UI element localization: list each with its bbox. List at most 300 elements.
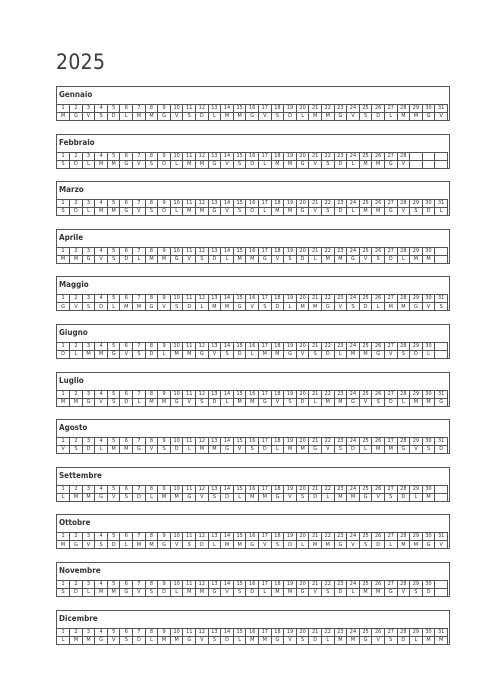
day-number: 9 [158, 247, 171, 255]
weekday-letter: S [372, 255, 385, 263]
weekday-letter: M [271, 589, 284, 597]
weekday-letter: L [145, 493, 158, 501]
weekday-letter: M [321, 113, 334, 121]
empty-cell [435, 160, 448, 168]
empty-cell [435, 343, 448, 351]
weekday-letter: L [57, 493, 70, 501]
month-name: Novembre [59, 566, 101, 575]
day-number: 17 [259, 581, 272, 589]
day-number: 14 [221, 533, 234, 541]
weekday-letter: L [208, 113, 221, 121]
weekday-letter: V [384, 351, 397, 359]
weekday-letter: G [259, 255, 272, 263]
weekday-letter: M [284, 589, 297, 597]
weekday-row [57, 160, 448, 168]
weekday-letter: L [410, 493, 423, 501]
day-number: 10 [170, 152, 183, 160]
weekday-letter: M [259, 493, 272, 501]
day-number: 16 [246, 390, 259, 398]
weekday-letter: V [82, 541, 95, 549]
day-number: 7 [133, 295, 146, 303]
day-number-row [57, 485, 448, 493]
day-number: 5 [107, 247, 120, 255]
day-number-row [57, 390, 448, 398]
day-number: 17 [259, 152, 272, 160]
day-grid [57, 580, 448, 597]
day-grid [57, 628, 448, 645]
day-number: 3 [82, 295, 95, 303]
month-block [56, 276, 450, 311]
weekday-letter: M [296, 303, 309, 311]
day-number: 13 [208, 581, 221, 589]
day-number: 25 [359, 295, 372, 303]
weekday-letter: S [334, 446, 347, 454]
weekday-letter: L [309, 398, 322, 406]
day-number: 22 [321, 390, 334, 398]
weekday-letter: S [296, 493, 309, 501]
day-number: 13 [208, 343, 221, 351]
weekday-letter: D [271, 303, 284, 311]
day-number: 30 [422, 247, 435, 255]
weekday-letter: G [208, 589, 221, 597]
day-number: 3 [82, 200, 95, 208]
day-number: 11 [183, 581, 196, 589]
weekday-letter: G [170, 255, 183, 263]
day-number: 21 [309, 438, 322, 446]
weekday-letter: V [221, 160, 234, 168]
weekday-letter: G [309, 446, 322, 454]
day-number: 29 [410, 581, 423, 589]
weekday-letter: M [246, 398, 259, 406]
day-number: 4 [95, 105, 108, 113]
day-number: 22 [321, 581, 334, 589]
day-number: 22 [321, 628, 334, 636]
day-number: 20 [296, 628, 309, 636]
weekday-letter: M [435, 636, 448, 644]
day-number: 28 [397, 390, 410, 398]
day-number: 29 [410, 485, 423, 493]
day-number: 18 [271, 152, 284, 160]
weekday-letter: D [107, 541, 120, 549]
day-number: 1 [57, 247, 70, 255]
day-number: 6 [120, 533, 133, 541]
weekday-letter: S [145, 589, 158, 597]
weekday-letter: M [271, 351, 284, 359]
day-number: 31 [435, 533, 448, 541]
day-number: 27 [384, 485, 397, 493]
day-number: 18 [271, 581, 284, 589]
weekday-letter: G [145, 303, 158, 311]
day-number: 5 [107, 105, 120, 113]
weekday-letter: V [296, 351, 309, 359]
day-number: 20 [296, 247, 309, 255]
day-number: 5 [107, 581, 120, 589]
weekday-letter: S [271, 541, 284, 549]
weekday-letter: S [372, 398, 385, 406]
weekday-letter: G [296, 208, 309, 216]
empty-cell [435, 581, 448, 589]
day-number: 14 [221, 390, 234, 398]
day-number: 18 [271, 200, 284, 208]
day-number: 24 [347, 343, 360, 351]
day-number: 1 [57, 628, 70, 636]
weekday-letter: D [221, 493, 234, 501]
weekday-letter: M [334, 255, 347, 263]
weekday-letter: S [208, 493, 221, 501]
weekday-letter: V [372, 636, 385, 644]
day-number: 27 [384, 581, 397, 589]
weekday-letter: D [70, 160, 83, 168]
day-number: 3 [82, 343, 95, 351]
weekday-letter: S [208, 636, 221, 644]
weekday-letter: V [158, 303, 171, 311]
weekday-letter: M [334, 636, 347, 644]
day-number: 26 [372, 485, 385, 493]
day-number: 26 [372, 152, 385, 160]
day-number: 3 [82, 152, 95, 160]
day-number: 23 [334, 533, 347, 541]
weekday-letter: D [233, 351, 246, 359]
day-number: 13 [208, 628, 221, 636]
weekday-letter: M [271, 208, 284, 216]
weekday-letter: G [347, 398, 360, 406]
weekday-letter: M [410, 255, 423, 263]
weekday-letter: G [435, 398, 448, 406]
day-number: 7 [133, 105, 146, 113]
day-number: 11 [183, 295, 196, 303]
day-number-row [57, 533, 448, 541]
day-number: 24 [347, 485, 360, 493]
day-number: 22 [321, 152, 334, 160]
day-number: 29 [410, 438, 423, 446]
day-number: 1 [57, 533, 70, 541]
weekday-letter: V [347, 541, 360, 549]
day-number: 17 [259, 343, 272, 351]
weekday-letter: M [296, 446, 309, 454]
weekday-letter: L [422, 351, 435, 359]
day-number: 13 [208, 533, 221, 541]
day-number: 9 [158, 200, 171, 208]
day-number: 19 [284, 105, 297, 113]
weekday-letter: V [170, 113, 183, 121]
day-number: 28 [397, 200, 410, 208]
month-name: Luglio [59, 375, 84, 385]
weekday-letter: D [208, 398, 221, 406]
day-number: 12 [196, 628, 209, 636]
weekday-letter: M [321, 541, 334, 549]
day-number: 21 [309, 105, 322, 113]
month-name: Agosto [59, 423, 88, 433]
weekday-letter: D [397, 636, 410, 644]
day-number: 12 [196, 152, 209, 160]
day-number: 5 [107, 438, 120, 446]
day-number: 5 [107, 533, 120, 541]
weekday-letter: V [233, 446, 246, 454]
day-number: 15 [233, 438, 246, 446]
weekday-letter: V [309, 589, 322, 597]
day-number: 17 [259, 200, 272, 208]
day-number: 27 [384, 200, 397, 208]
day-number: 8 [145, 533, 158, 541]
weekday-letter: D [133, 493, 146, 501]
weekday-letter: S [120, 493, 133, 501]
weekday-letter: L [57, 636, 70, 644]
day-number: 5 [107, 390, 120, 398]
empty-cell [410, 152, 423, 160]
day-number: 30 [422, 533, 435, 541]
day-number: 8 [145, 343, 158, 351]
weekday-letter: S [57, 208, 70, 216]
weekday-letter: D [120, 255, 133, 263]
weekday-letter: L [196, 303, 209, 311]
day-number: 11 [183, 485, 196, 493]
day-number: 6 [120, 438, 133, 446]
weekday-letter: M [82, 493, 95, 501]
weekday-letter: V [259, 113, 272, 121]
day-grid [57, 294, 448, 311]
day-number: 12 [196, 581, 209, 589]
weekday-letter: V [372, 493, 385, 501]
day-number: 29 [410, 390, 423, 398]
day-number: 11 [183, 200, 196, 208]
weekday-letter: M [221, 303, 234, 311]
day-number: 4 [95, 438, 108, 446]
weekday-letter: G [372, 351, 385, 359]
day-number: 1 [57, 295, 70, 303]
weekday-letter: G [183, 636, 196, 644]
day-number: 14 [221, 343, 234, 351]
day-number: 21 [309, 390, 322, 398]
empty-cell [435, 589, 448, 597]
day-number: 5 [107, 343, 120, 351]
weekday-letter: M [70, 255, 83, 263]
weekday-letter: D [309, 493, 322, 501]
weekday-letter: M [372, 160, 385, 168]
weekday-letter: M [183, 351, 196, 359]
weekday-letter: S [321, 160, 334, 168]
month-block [56, 134, 450, 169]
day-number: 8 [145, 200, 158, 208]
day-number: 26 [372, 581, 385, 589]
weekday-letter: S [133, 351, 146, 359]
weekday-letter: G [120, 208, 133, 216]
day-number: 4 [95, 295, 108, 303]
day-number: 14 [221, 105, 234, 113]
weekday-letter: M [133, 113, 146, 121]
weekday-letter: M [347, 493, 360, 501]
weekday-letter: L [82, 160, 95, 168]
day-number: 7 [133, 247, 146, 255]
day-number: 26 [372, 105, 385, 113]
weekday-letter: V [397, 589, 410, 597]
day-grid [57, 104, 448, 121]
weekday-letter: S [284, 255, 297, 263]
day-number: 20 [296, 343, 309, 351]
weekday-letter: S [120, 636, 133, 644]
weekday-letter: S [384, 636, 397, 644]
weekday-letter: S [170, 303, 183, 311]
day-number: 17 [259, 533, 272, 541]
weekday-letter: G [82, 398, 95, 406]
day-number: 7 [133, 200, 146, 208]
day-number: 28 [397, 152, 410, 160]
day-number: 18 [271, 485, 284, 493]
day-number: 13 [208, 105, 221, 113]
weekday-letter: L [183, 446, 196, 454]
weekday-letter: D [246, 208, 259, 216]
day-number: 8 [145, 390, 158, 398]
day-number: 28 [397, 581, 410, 589]
day-number: 30 [422, 390, 435, 398]
weekday-letter: L [410, 636, 423, 644]
day-number: 18 [271, 390, 284, 398]
day-number: 14 [221, 438, 234, 446]
day-number: 27 [384, 438, 397, 446]
day-number: 24 [347, 105, 360, 113]
weekday-letter: G [120, 160, 133, 168]
weekday-letter: M [208, 446, 221, 454]
weekday-letter: D [158, 589, 171, 597]
day-number: 3 [82, 485, 95, 493]
weekday-letter: S [95, 541, 108, 549]
day-number: 13 [208, 200, 221, 208]
weekday-letter: L [145, 636, 158, 644]
day-number: 2 [70, 200, 83, 208]
weekday-letter: V [170, 541, 183, 549]
weekday-letter: M [397, 541, 410, 549]
weekday-letter: D [196, 113, 209, 121]
page-title: 2025 [56, 50, 106, 75]
day-number-row [57, 105, 448, 113]
day-number: 16 [246, 581, 259, 589]
day-number: 25 [359, 581, 372, 589]
weekday-letter: M [284, 160, 297, 168]
weekday-letter: V [435, 541, 448, 549]
day-number: 24 [347, 200, 360, 208]
weekday-letter: V [397, 208, 410, 216]
day-number: 8 [145, 152, 158, 160]
day-number: 28 [397, 533, 410, 541]
day-number: 30 [422, 438, 435, 446]
weekday-letter: D [57, 351, 70, 359]
weekday-letter: M [233, 398, 246, 406]
day-number: 28 [397, 295, 410, 303]
day-number: 26 [372, 390, 385, 398]
weekday-letter: D [82, 446, 95, 454]
empty-cell [435, 152, 448, 160]
weekday-letter: S [57, 160, 70, 168]
day-number: 5 [107, 295, 120, 303]
day-number: 30 [422, 628, 435, 636]
day-number: 18 [271, 628, 284, 636]
weekday-letter: S [107, 255, 120, 263]
day-number: 29 [410, 200, 423, 208]
weekday-letter: L [359, 446, 372, 454]
weekday-letter: G [196, 351, 209, 359]
day-number: 27 [384, 390, 397, 398]
weekday-letter: L [133, 255, 146, 263]
day-number: 9 [158, 485, 171, 493]
weekday-letter: V [221, 208, 234, 216]
day-number: 17 [259, 390, 272, 398]
day-grid [57, 152, 448, 169]
day-number: 22 [321, 105, 334, 113]
day-number: 19 [284, 438, 297, 446]
day-number: 11 [183, 628, 196, 636]
day-number: 1 [57, 485, 70, 493]
day-number: 15 [233, 390, 246, 398]
day-number: 19 [284, 533, 297, 541]
weekday-letter: M [107, 160, 120, 168]
day-number: 21 [309, 152, 322, 160]
weekday-letter: G [246, 113, 259, 121]
day-number: 19 [284, 628, 297, 636]
day-number: 20 [296, 533, 309, 541]
day-number: 31 [435, 105, 448, 113]
weekday-letter: S [196, 255, 209, 263]
day-number: 15 [233, 152, 246, 160]
day-number: 7 [133, 581, 146, 589]
weekday-letter: S [233, 160, 246, 168]
day-number: 23 [334, 485, 347, 493]
weekday-letter: V [347, 113, 360, 121]
weekday-letter: M [120, 446, 133, 454]
day-number: 1 [57, 200, 70, 208]
day-number-row [57, 581, 448, 589]
weekday-letter: S [410, 589, 423, 597]
weekday-letter: M [372, 589, 385, 597]
day-number: 16 [246, 247, 259, 255]
day-number: 27 [384, 628, 397, 636]
day-number: 3 [82, 628, 95, 636]
weekday-letter: V [196, 636, 209, 644]
day-number: 22 [321, 247, 334, 255]
weekday-letter: D [422, 208, 435, 216]
weekday-letter: S [321, 208, 334, 216]
weekday-letter: M [334, 398, 347, 406]
day-number: 14 [221, 295, 234, 303]
weekday-letter: D [70, 208, 83, 216]
day-number: 25 [359, 628, 372, 636]
weekday-letter: V [435, 113, 448, 121]
weekday-letter: G [82, 255, 95, 263]
day-number: 14 [221, 485, 234, 493]
day-number: 17 [259, 485, 272, 493]
day-number: 1 [57, 390, 70, 398]
weekday-row [57, 446, 448, 454]
weekday-letter: V [221, 589, 234, 597]
weekday-letter: G [170, 398, 183, 406]
day-number: 17 [259, 628, 272, 636]
weekday-letter: L [296, 541, 309, 549]
weekday-letter: L [296, 113, 309, 121]
weekday-letter: V [271, 255, 284, 263]
weekday-letter: M [410, 398, 423, 406]
weekday-letter: M [170, 493, 183, 501]
day-number: 5 [107, 485, 120, 493]
day-number: 23 [334, 152, 347, 160]
weekday-letter: V [284, 636, 297, 644]
day-number: 26 [372, 628, 385, 636]
weekday-letter: L [158, 351, 171, 359]
weekday-letter: M [107, 208, 120, 216]
day-number: 17 [259, 438, 272, 446]
weekday-letter: M [372, 208, 385, 216]
empty-cell [435, 247, 448, 255]
day-number: 26 [372, 438, 385, 446]
day-number: 4 [95, 390, 108, 398]
weekday-letter: D [158, 160, 171, 168]
